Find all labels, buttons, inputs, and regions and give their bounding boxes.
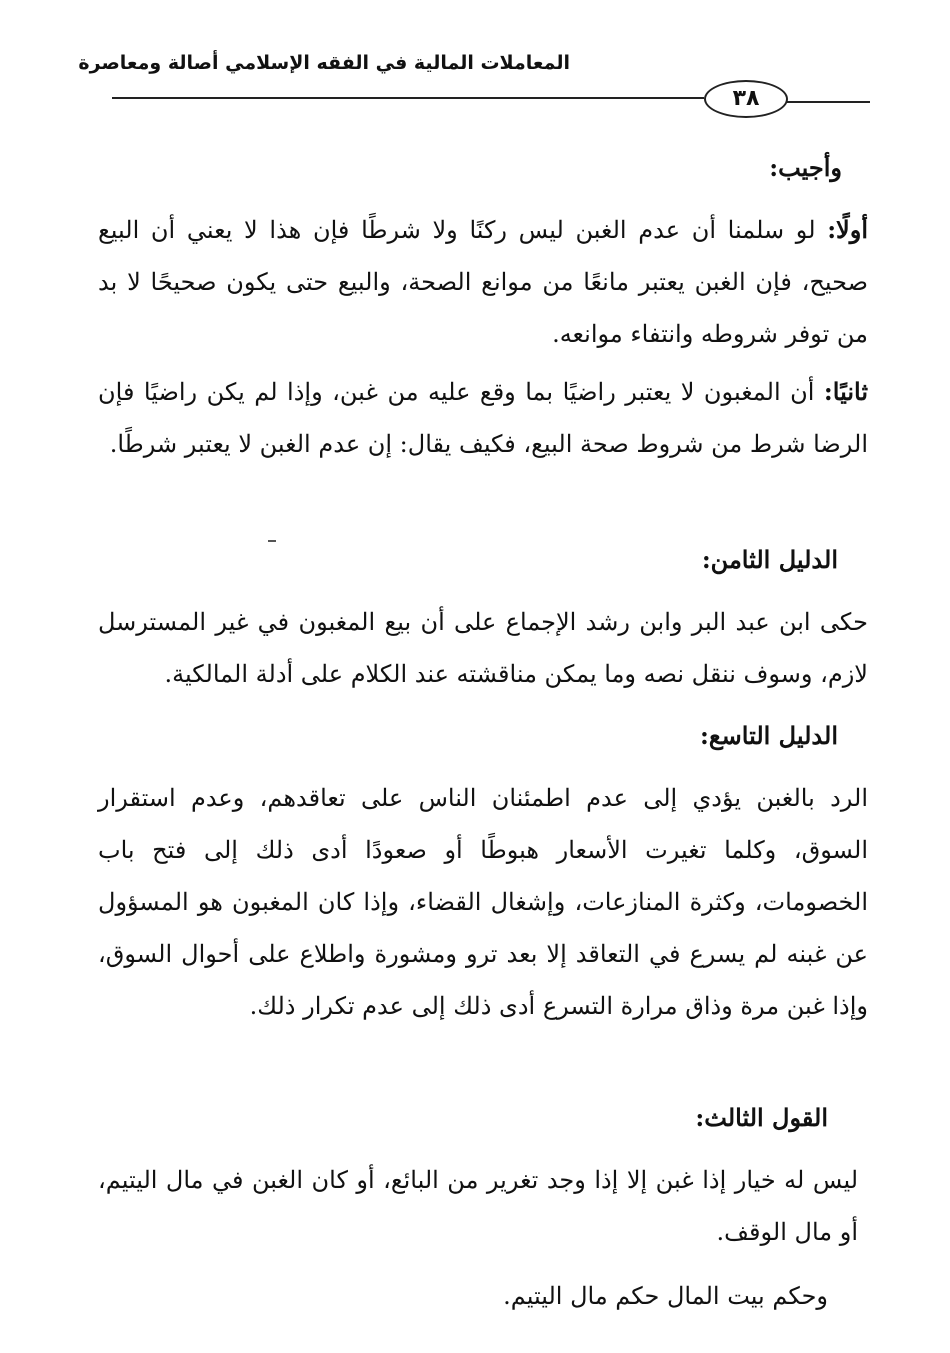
- running-title: المعاملات المالية في الفقه الإسلامي أصالة ومعاصرة: [78, 52, 570, 74]
- point-one-text: لو سلمنا أن عدم الغبن ليس ركنًا ولا شرطًا فإن هذا لا يعني أن البيع صحيح، فإن الغبن يعتبر مانعًا من موانع الصحة، والبيع حتى يكون صحيحًا لا بد من توفر شروطه وانتفاء موانعه.: [98, 216, 868, 348]
- evidence-nine-title: الدليل التاسع:: [700, 721, 838, 750]
- point-two-lead: ثانيًا:: [823, 377, 868, 406]
- closing-paragraph: وحكم بيت المال حكم مال اليتيم.: [503, 1282, 828, 1310]
- third-opinion-title: القول الثالث:: [695, 1103, 828, 1132]
- point-two-paragraph: [98, 366, 868, 470]
- header-rule-left: [112, 97, 704, 99]
- evidence-nine-paragraph: الرد بالغبن يؤدي إلى عدم اطمئنان الناس على تعاقدهم، وعدم استقرار السوق، وكلما تغيرت الأسعار هبوطًا أو صعودًا أدى ذلك إلى فتح باب الخصومات، وكثرة المنازعات، وإشغال القضاء، وإذا كان المغبون هو المسؤول عن غبنه لم يسرع في التعاقد إلا بعد ترو ومشورة واطلاع على أحوال السوق، وإذا غبن مرة وذاق مرارة التسرع أدى ذلك إلى عدم تكرار ذلك.: [98, 784, 868, 1020]
- point-one-lead: أولًا:: [827, 215, 868, 244]
- answer-intro-heading: وأجيب:: [769, 153, 842, 182]
- evidence-eight-title: الدليل الثامن:: [701, 545, 838, 574]
- evidence-eight-paragraph: حكى ابن عبد البر وابن رشد الإجماع على أن بيع المغبون في غير المسترسل لازم، وسوف ننقل نصه وما يمكن مناقشته عند الكلام على أدلة المالكية.: [98, 608, 868, 688]
- page-number-badge: ٣٨: [704, 80, 788, 118]
- stray-mark: [268, 540, 276, 542]
- point-two-text: أن المغبون لا يعتبر راضيًا بما وقع عليه من غبن، وإذا لم يكن راضيًا فإن الرضا شرط من شروط صحة البيع، فكيف يقال: إن عدم الغبن لا يعتبر شرطًا.: [98, 378, 868, 458]
- third-opinion-paragraph: ليس له خيار إذا غبن إلا إذا وجد تغرير من البائع، أو كان الغبن في مال اليتيم، أو مال الوقف.: [98, 1166, 858, 1246]
- point-one-paragraph: [98, 204, 868, 360]
